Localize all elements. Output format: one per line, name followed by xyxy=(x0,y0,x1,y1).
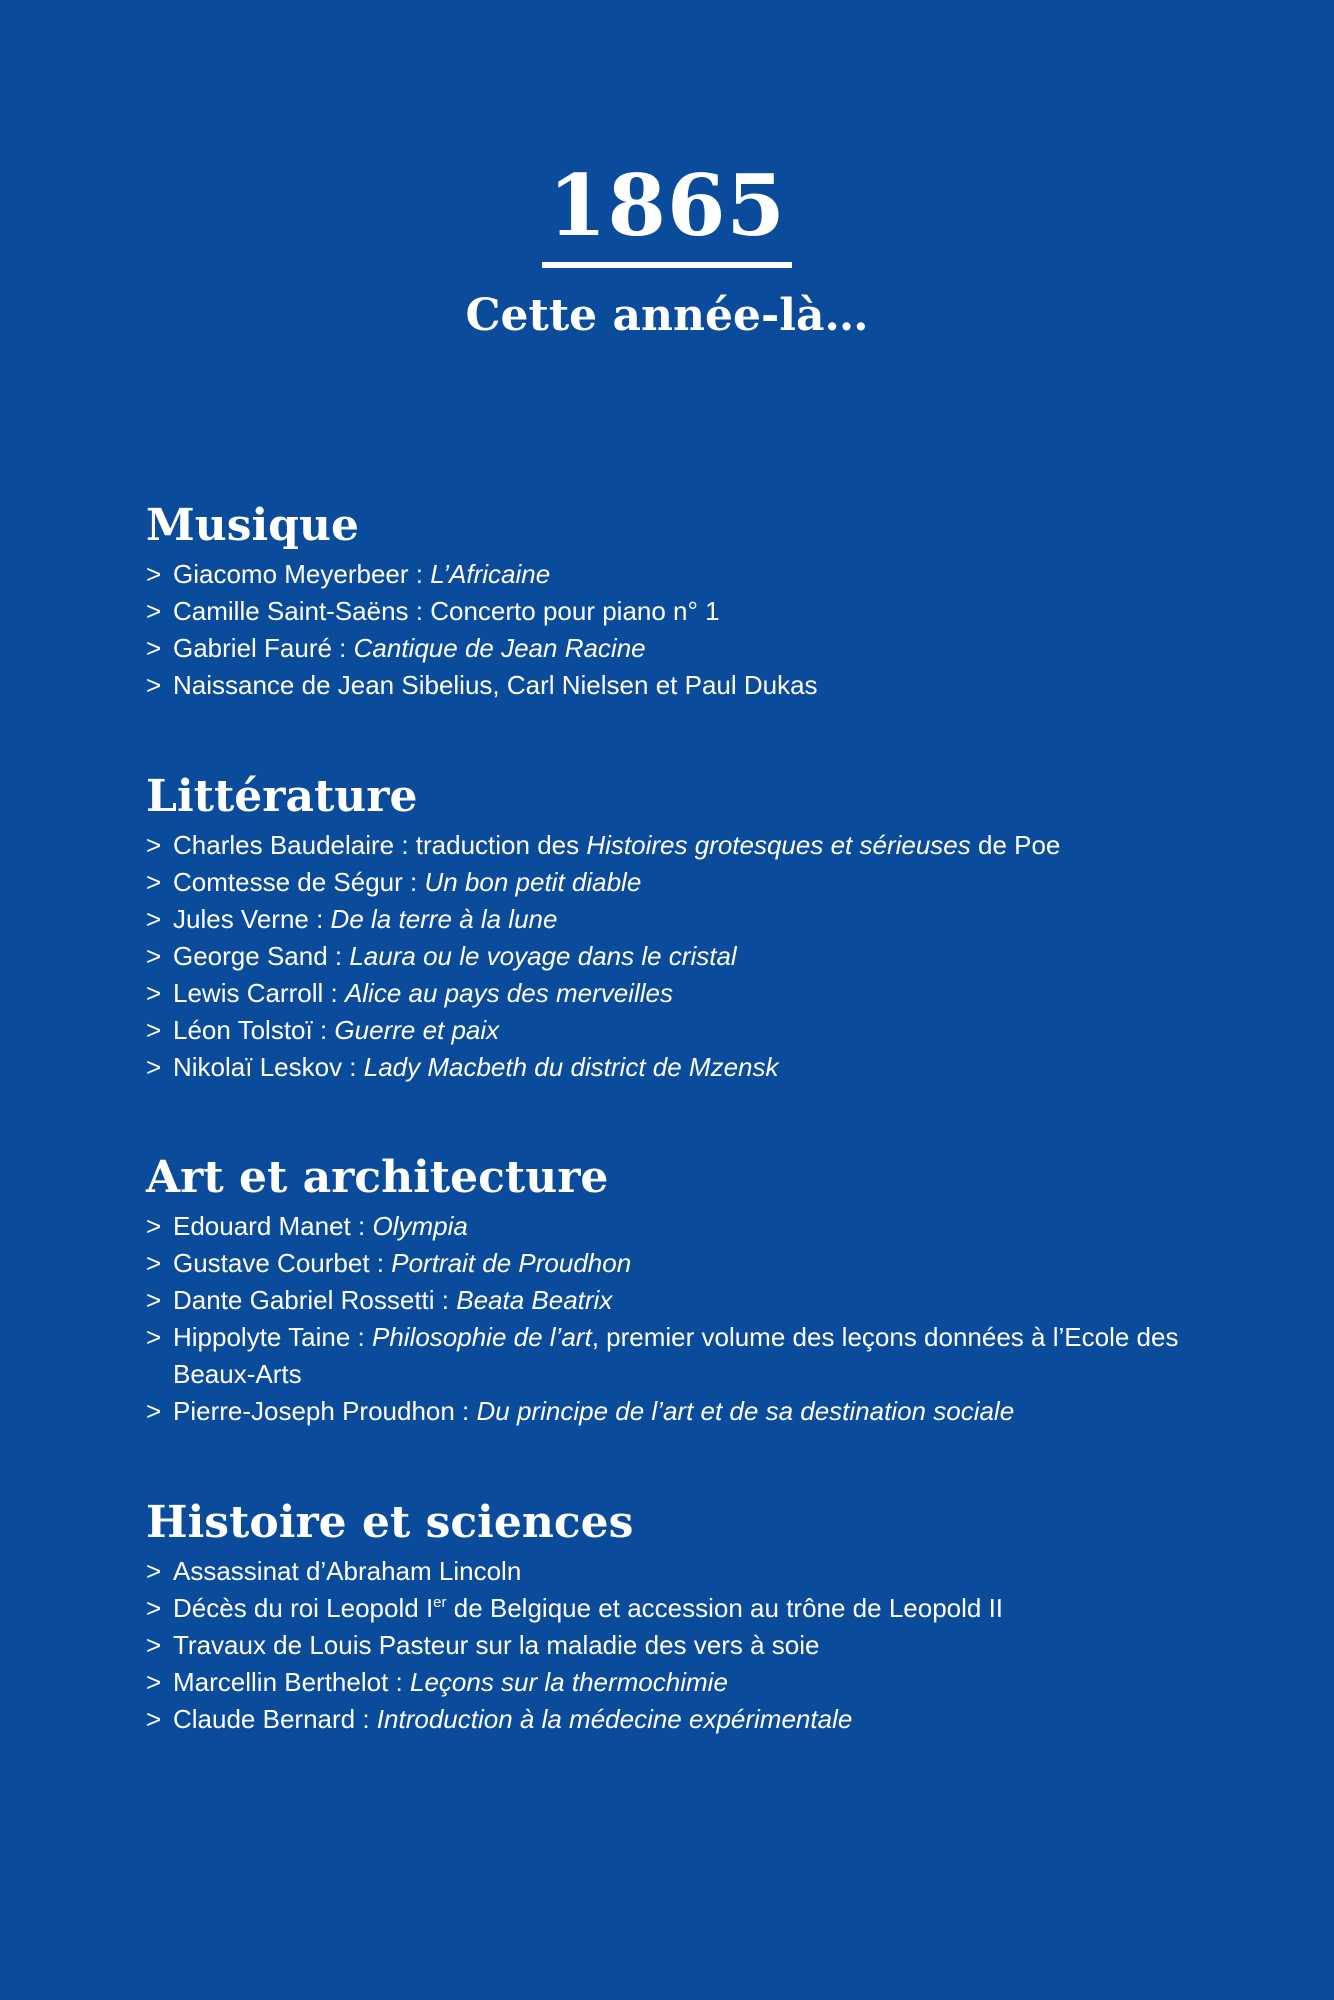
item-text: George Sand : xyxy=(173,941,350,971)
bullet-arrow: > xyxy=(146,1667,162,1697)
section-title: Musique xyxy=(146,500,359,551)
item-text-suffix: de Belgique et accession au trône de Leopold II xyxy=(446,1593,1004,1623)
item-text: Charles Baudelaire : traduction des xyxy=(173,830,587,860)
item-text: Comtesse de Ségur : xyxy=(173,867,425,897)
item-work-title: Lady Macbeth du district de Mzensk xyxy=(363,1052,779,1082)
item-text: Dante Gabriel Rossetti : xyxy=(173,1285,457,1315)
list-item xyxy=(146,1590,1226,1627)
bullet-arrow: > xyxy=(146,670,162,700)
year-title: 1865 xyxy=(542,160,792,268)
list-item xyxy=(146,667,1226,704)
item-work-title: Du principe de l’art et de sa destination sociale xyxy=(476,1396,1015,1426)
item-work-title: Philosophie de l’art xyxy=(371,1322,592,1352)
bullet-arrow: > xyxy=(146,1396,162,1426)
bullet-arrow: > xyxy=(146,941,162,971)
header xyxy=(0,156,1334,342)
bullet-arrow: > xyxy=(146,633,162,663)
item-text: Giacomo Meyerbeer : xyxy=(173,559,431,589)
item-text: Nikolaï Leskov : xyxy=(173,1052,364,1082)
list-item xyxy=(146,1049,1226,1086)
item-text: Travaux de Louis Pasteur sur la maladie des vers à soie xyxy=(173,1630,820,1660)
bullet-arrow: > xyxy=(146,1630,162,1660)
list-item xyxy=(146,1282,1226,1319)
list-item xyxy=(146,901,1226,938)
list-item xyxy=(146,1627,1226,1664)
item-text: Gabriel Fauré : xyxy=(173,633,354,663)
item-text: Camille Saint-Saëns : Concerto pour piano n° 1 xyxy=(173,596,720,626)
bullet-arrow: > xyxy=(146,559,162,589)
list-item xyxy=(146,1701,1226,1738)
item-list xyxy=(146,1553,1226,1738)
bullet-arrow: > xyxy=(146,1015,162,1045)
section-musique xyxy=(146,500,1226,704)
item-work-title: Cantique de Jean Racine xyxy=(353,633,646,663)
item-text: Lewis Carroll : xyxy=(173,978,345,1008)
item-work-title: Laura ou le voyage dans le cristal xyxy=(349,941,737,971)
section-title: Littérature xyxy=(146,771,418,822)
item-text: Pierre-Joseph Proudhon : xyxy=(173,1396,477,1426)
item-work-title: L’Africaine xyxy=(430,559,551,589)
item-text-suffix: de Poe xyxy=(970,830,1061,860)
section-title: Histoire et sciences xyxy=(146,1497,634,1548)
item-text: Hippolyte Taine : xyxy=(173,1322,372,1352)
bullet-arrow: > xyxy=(146,596,162,626)
list-item xyxy=(146,1208,1226,1245)
item-list xyxy=(146,1208,1226,1430)
item-text: Léon Tolstoï : xyxy=(173,1015,335,1045)
subtitle: Cette année-là… xyxy=(465,290,869,341)
list-item xyxy=(146,1319,1226,1393)
list-item xyxy=(146,938,1226,975)
item-work-title: Beata Beatrix xyxy=(456,1285,613,1315)
item-text: Edouard Manet : xyxy=(173,1211,373,1241)
bullet-arrow: > xyxy=(146,867,162,897)
bullet-arrow: > xyxy=(146,1704,162,1734)
item-text: Jules Verne : xyxy=(173,904,331,934)
bullet-arrow: > xyxy=(146,1593,162,1623)
list-item xyxy=(146,1245,1226,1282)
item-superscript: er xyxy=(433,1594,447,1611)
bullet-arrow: > xyxy=(146,904,162,934)
section-histoire-et-sciences xyxy=(146,1497,1226,1738)
list-item xyxy=(146,1664,1226,1701)
list-item xyxy=(146,556,1226,593)
item-work-title: Alice au pays des merveilles xyxy=(344,978,673,1008)
item-text: Assassinat d’Abraham Lincoln xyxy=(173,1556,522,1586)
bullet-arrow: > xyxy=(146,1052,162,1082)
list-item xyxy=(146,630,1226,667)
bullet-arrow: > xyxy=(146,830,162,860)
item-work-title: Histoires grotesques et sérieuses xyxy=(586,830,971,860)
section-title: Art et architecture xyxy=(146,1152,609,1203)
bullet-arrow: > xyxy=(146,1211,162,1241)
item-list xyxy=(146,827,1226,1086)
list-item xyxy=(146,1393,1226,1430)
item-work-title: Portrait de Proudhon xyxy=(391,1248,632,1278)
list-item xyxy=(146,1012,1226,1049)
item-work-title: Un bon petit diable xyxy=(424,867,642,897)
item-list xyxy=(146,556,1226,704)
item-text: Marcellin Berthelot : xyxy=(173,1667,410,1697)
list-item xyxy=(146,827,1226,864)
bullet-arrow: > xyxy=(146,1248,162,1278)
bullet-arrow: > xyxy=(146,1556,162,1586)
section-litterature xyxy=(146,771,1226,1086)
list-item xyxy=(146,864,1226,901)
item-work-title: Leçons sur la thermochimie xyxy=(409,1667,728,1697)
item-text: Claude Bernard : xyxy=(173,1704,377,1734)
item-work-title: Introduction à la médecine expérimentale xyxy=(376,1704,853,1734)
item-work-title: Guerre et paix xyxy=(334,1015,500,1045)
item-text: Gustave Courbet : xyxy=(173,1248,392,1278)
item-text: Naissance de Jean Sibelius, Carl Nielsen et Paul Dukas xyxy=(173,670,818,700)
list-item xyxy=(146,593,1226,630)
bullet-arrow: > xyxy=(146,1322,162,1352)
list-item xyxy=(146,975,1226,1012)
item-text-suffix: , premier volume des leçons données à l’Ecole des Beaux-Arts xyxy=(173,1322,1179,1389)
bullet-arrow: > xyxy=(146,1285,162,1315)
list-item xyxy=(146,1553,1226,1590)
section-art-et-architecture xyxy=(146,1152,1226,1430)
bullet-arrow: > xyxy=(146,978,162,1008)
item-work-title: De la terre à la lune xyxy=(330,904,558,934)
item-text: Décès du roi Leopold I xyxy=(173,1593,434,1623)
item-work-title: Olympia xyxy=(372,1211,468,1241)
